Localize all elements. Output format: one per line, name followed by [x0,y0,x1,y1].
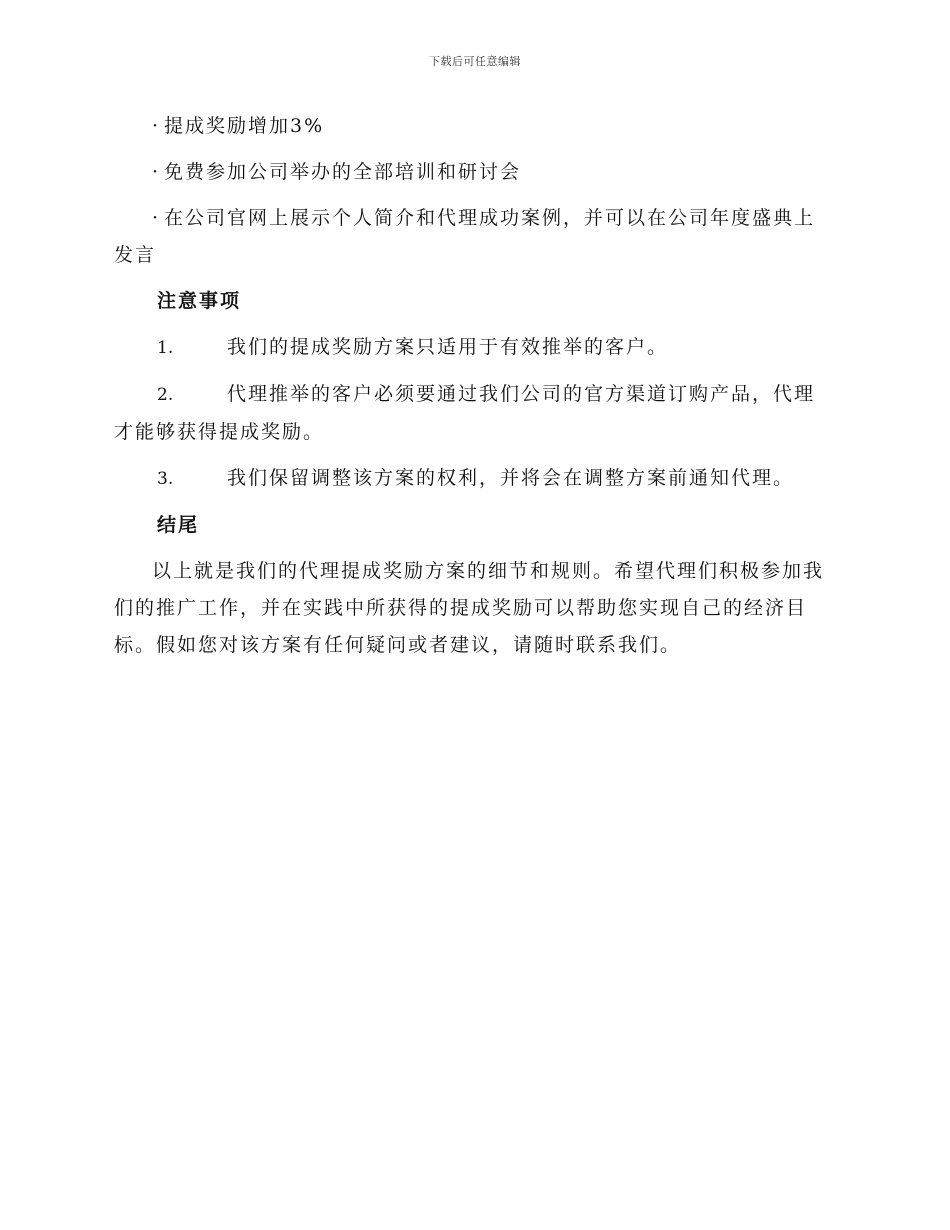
ending-paragraph: 以上就是我们的代理提成奖励方案的细节和规则。希望代理们积极参加我们的推广工作，并在实践中所获得的提成奖励可以帮助您实现自己的经济目标。假如您对该方案有任何疑问或者建议，请随时联系我们。 [114,560,825,656]
bullet-dot: · [152,161,161,183]
bullet-item [114,154,834,191]
header-note: 下载后可任意编辑 [429,55,521,68]
bullet-item [114,108,834,145]
bullet-dot: · [152,207,161,229]
bullet-item [114,200,834,274]
document-body [114,108,834,673]
numbered-item [114,460,834,498]
section-heading-notes: 注意事项 [157,290,242,312]
numbered-item [114,376,834,451]
item-text: 我们的提成奖励方案只适用于有效推举的客户。 [227,336,669,358]
bullet-dot: · [152,115,161,137]
item-text: 我们保留调整该方案的权利，并将会在调整方案前通知代理。 [227,467,795,489]
item-number: 2. [157,385,174,405]
item-text: 代理推举的客户必须要通过我们公司的官方渠道订购产品，代理才能够获得提成奖励。 [114,383,816,443]
bullet-text: 在公司官网上展示个人简介和代理成功案例，并可以在公司年度盛典上发言 [114,207,816,266]
item-number: 1. [157,338,174,358]
numbered-item [114,329,834,367]
section-heading-ending: 结尾 [157,514,200,536]
bullet-text: 提成奖励增加3% [164,115,325,137]
bullet-text: 免费参加公司举办的全部培训和研讨会 [164,161,522,183]
item-number: 3. [157,469,174,489]
